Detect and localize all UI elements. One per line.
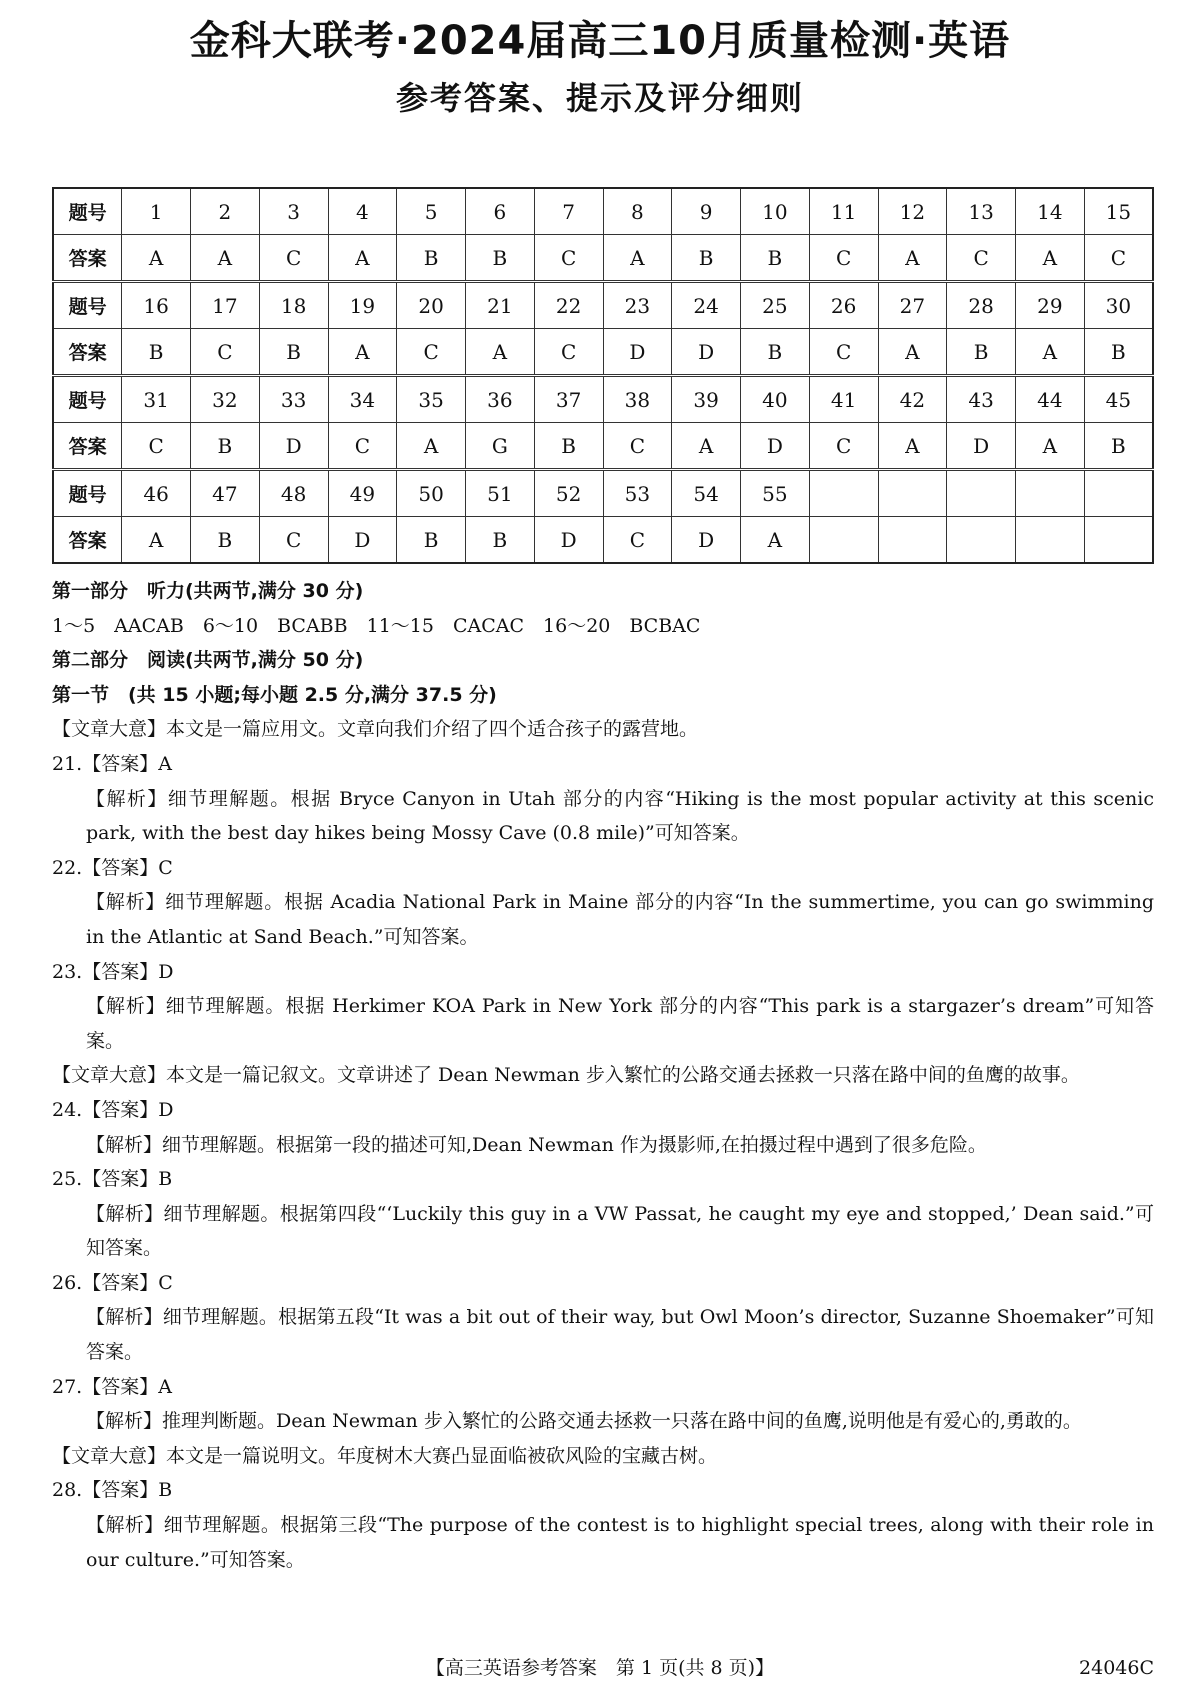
answer-row bbox=[53, 517, 1153, 564]
question-number-cell: 19 bbox=[328, 282, 397, 329]
part1-title: 第一部分 听力(共两节,满分 30 分) bbox=[52, 580, 364, 602]
answer-cell bbox=[809, 517, 878, 564]
answer-cell: A bbox=[397, 423, 466, 470]
q28-explanation: 【解析】细节理解题。根据第三段“The purpose of the contest is to highlight special trees, along with their role in our culture.”可知答案。 bbox=[86, 1514, 1154, 1571]
q22-answer: 22.【答案】C bbox=[52, 856, 173, 879]
answer-cell: A bbox=[1016, 329, 1085, 376]
answer-cell: C bbox=[809, 329, 878, 376]
answer-label: 答案 bbox=[53, 235, 122, 282]
question-number-cell: 49 bbox=[328, 470, 397, 517]
question-number-label: 题号 bbox=[53, 282, 122, 329]
answer-cell: C bbox=[603, 517, 672, 564]
answer-cell: B bbox=[259, 329, 328, 376]
question-number-cell: 32 bbox=[191, 376, 260, 423]
answer-cell: A bbox=[1016, 235, 1085, 282]
question-number-cell: 6 bbox=[466, 188, 535, 235]
answer-cell: D bbox=[534, 517, 603, 564]
q27-explanation: 【解析】推理判断题。Dean Newman 步入繁忙的公路交通去拯救一只落在路中间的鱼鹰,说明他是有爱心的,勇敢的。 bbox=[86, 1410, 1082, 1433]
question-number-cell: 27 bbox=[878, 282, 947, 329]
question-number-row bbox=[53, 188, 1153, 235]
question-number-cell: 50 bbox=[397, 470, 466, 517]
answer-cell: B bbox=[1084, 423, 1153, 470]
question-number-cell bbox=[1084, 470, 1153, 517]
answer-cell: B bbox=[466, 235, 535, 282]
question-number-cell: 54 bbox=[672, 470, 741, 517]
answer-cell: A bbox=[741, 517, 810, 564]
page-subtitle: 参考答案、提示及评分细则 bbox=[395, 79, 804, 117]
answer-cell: C bbox=[397, 329, 466, 376]
answer-table bbox=[52, 187, 1154, 564]
question-number-cell: 14 bbox=[1016, 188, 1085, 235]
question-number-cell: 51 bbox=[466, 470, 535, 517]
question-number-row bbox=[53, 470, 1153, 517]
q28-answer: 28.【答案】B bbox=[52, 1479, 173, 1502]
q21-explanation: 【解析】细节理解题。根据 Bryce Canyon in Utah 部分的内容“Hiking is the most popular activity at this scenic park, with the best day hikes being Mossy Cave (0.8 mile)”可知答案。 bbox=[86, 787, 1154, 845]
question-number-cell: 47 bbox=[191, 470, 260, 517]
answer-cell: C bbox=[534, 235, 603, 282]
question-number-cell: 21 bbox=[466, 282, 535, 329]
answer-cell: B bbox=[741, 235, 810, 282]
question-number-cell: 40 bbox=[741, 376, 810, 423]
answer-cell: B bbox=[947, 329, 1016, 376]
question-number-cell: 28 bbox=[947, 282, 1016, 329]
part2-title: 第二部分 阅读(共两节,满分 50 分) bbox=[52, 649, 364, 672]
answer-cell: C bbox=[809, 423, 878, 470]
answer-cell: A bbox=[191, 235, 260, 282]
answer-cell: D bbox=[603, 329, 672, 376]
answer-cell: B bbox=[191, 423, 260, 470]
question-number-cell: 15 bbox=[1084, 188, 1153, 235]
question-number-cell: 41 bbox=[809, 376, 878, 423]
answer-cell: C bbox=[259, 517, 328, 564]
question-number-label: 题号 bbox=[53, 376, 122, 423]
question-number-cell: 2 bbox=[191, 188, 260, 235]
answer-cell: B bbox=[741, 329, 810, 376]
question-number-cell: 5 bbox=[397, 188, 466, 235]
answer-row bbox=[53, 423, 1153, 470]
answer-cell: C bbox=[603, 423, 672, 470]
question-number-cell: 52 bbox=[534, 470, 603, 517]
passage-summary-b: 【文章大意】本文是一篇记叙文。文章讲述了 Dean Newman 步入繁忙的公路交通去拯救一只落在路中间的鱼鹰的故事。 bbox=[52, 1064, 1080, 1087]
question-number-cell: 10 bbox=[741, 188, 810, 235]
question-number-cell bbox=[878, 470, 947, 517]
question-number-cell: 11 bbox=[809, 188, 878, 235]
q21-answer: 21.【答案】A bbox=[52, 752, 172, 775]
q23-answer: 23.【答案】D bbox=[52, 960, 174, 983]
section1-title: 第一节 (共 15 小题;每小题 2.5 分,满分 37.5 分) bbox=[52, 683, 497, 706]
answer-cell: C bbox=[947, 235, 1016, 282]
answer-cell: B bbox=[397, 235, 466, 282]
question-number-cell: 12 bbox=[878, 188, 947, 235]
answer-cell: B bbox=[122, 329, 191, 376]
question-number-cell: 18 bbox=[259, 282, 328, 329]
question-number-cell: 42 bbox=[878, 376, 947, 423]
question-number-cell: 17 bbox=[191, 282, 260, 329]
answer-cell: C bbox=[328, 423, 397, 470]
answer-cell: A bbox=[328, 235, 397, 282]
answer-cell bbox=[947, 517, 1016, 564]
exam-code: 24046C bbox=[1079, 1657, 1154, 1679]
answer-cell: G bbox=[466, 423, 535, 470]
question-number-cell: 55 bbox=[741, 470, 810, 517]
question-number-cell: 22 bbox=[534, 282, 603, 329]
answer-label: 答案 bbox=[53, 423, 122, 470]
question-number-cell: 33 bbox=[259, 376, 328, 423]
question-number-cell: 8 bbox=[603, 188, 672, 235]
answer-cell: B bbox=[534, 423, 603, 470]
question-number-cell bbox=[947, 470, 1016, 517]
question-number-cell: 23 bbox=[603, 282, 672, 329]
answer-cell: B bbox=[466, 517, 535, 564]
page-title: 金科大联考·2024届高三10月质量检测·英语 bbox=[189, 18, 1011, 64]
question-number-cell: 38 bbox=[603, 376, 672, 423]
question-number-cell: 4 bbox=[328, 188, 397, 235]
question-number-cell bbox=[1016, 470, 1085, 517]
answer-cell: D bbox=[672, 329, 741, 376]
q24-answer: 24.【答案】D bbox=[52, 1098, 174, 1121]
question-number-cell: 34 bbox=[328, 376, 397, 423]
q27-answer: 27.【答案】A bbox=[52, 1375, 172, 1398]
answer-cell: B bbox=[1084, 329, 1153, 376]
answer-cell: B bbox=[672, 235, 741, 282]
question-number-label: 题号 bbox=[53, 188, 122, 235]
answer-label: 答案 bbox=[53, 517, 122, 564]
question-number-cell: 13 bbox=[947, 188, 1016, 235]
question-number-cell: 36 bbox=[466, 376, 535, 423]
answer-cell: C bbox=[122, 423, 191, 470]
answer-cell: C bbox=[534, 329, 603, 376]
answer-cell: B bbox=[191, 517, 260, 564]
question-number-row bbox=[53, 282, 1153, 329]
answer-cell bbox=[878, 517, 947, 564]
question-number-cell bbox=[809, 470, 878, 517]
answer-cell: C bbox=[191, 329, 260, 376]
answer-cell: A bbox=[466, 329, 535, 376]
q25-answer: 25.【答案】B bbox=[52, 1168, 173, 1191]
answer-cell: A bbox=[1016, 423, 1085, 470]
answer-cell: A bbox=[878, 423, 947, 470]
answer-explanations bbox=[52, 574, 1154, 1577]
question-number-cell: 44 bbox=[1016, 376, 1085, 423]
question-number-cell: 35 bbox=[397, 376, 466, 423]
question-number-cell: 9 bbox=[672, 188, 741, 235]
question-number-cell: 3 bbox=[259, 188, 328, 235]
answer-row bbox=[53, 329, 1153, 376]
question-number-cell: 20 bbox=[397, 282, 466, 329]
question-number-cell: 1 bbox=[122, 188, 191, 235]
page-footer: 【高三英语参考答案 第 1 页(共 8 页)】 bbox=[425, 1657, 775, 1679]
part1-answers: 1～5 AACAB 6～10 BCABB 11～15 CACAC 16～20 BCBAC bbox=[52, 614, 701, 637]
answer-cell: D bbox=[741, 423, 810, 470]
answer-cell: C bbox=[809, 235, 878, 282]
answer-cell: D bbox=[328, 517, 397, 564]
answer-cell: A bbox=[122, 235, 191, 282]
question-number-cell: 30 bbox=[1084, 282, 1153, 329]
q26-answer: 26.【答案】C bbox=[52, 1271, 173, 1294]
question-number-cell: 24 bbox=[672, 282, 741, 329]
answer-cell: D bbox=[947, 423, 1016, 470]
passage-summary-c: 【文章大意】本文是一篇说明文。年度树木大赛凸显面临被砍风险的宝藏古树。 bbox=[52, 1444, 718, 1467]
answer-cell: A bbox=[603, 235, 672, 282]
answer-cell: D bbox=[672, 517, 741, 564]
question-number-cell: 39 bbox=[672, 376, 741, 423]
question-number-cell: 53 bbox=[603, 470, 672, 517]
question-number-row bbox=[53, 376, 1153, 423]
answer-cell: A bbox=[878, 235, 947, 282]
answer-cell: A bbox=[878, 329, 947, 376]
answer-label: 答案 bbox=[53, 329, 122, 376]
question-number-cell: 45 bbox=[1084, 376, 1153, 423]
answer-cell: A bbox=[328, 329, 397, 376]
passage-summary-a: 【文章大意】本文是一篇应用文。文章向我们介绍了四个适合孩子的露营地。 bbox=[52, 718, 699, 741]
answer-cell: A bbox=[122, 517, 191, 564]
question-number-label: 题号 bbox=[53, 470, 122, 517]
answer-row bbox=[53, 235, 1153, 282]
q24-explanation: 【解析】细节理解题。根据第一段的描述可知,Dean Newman 作为摄影师,在拍摄过程中遇到了很多危险。 bbox=[86, 1133, 987, 1156]
answer-cell: B bbox=[397, 517, 466, 564]
answer-cell: C bbox=[259, 235, 328, 282]
question-number-cell: 29 bbox=[1016, 282, 1085, 329]
question-number-cell: 16 bbox=[122, 282, 191, 329]
question-number-cell: 7 bbox=[534, 188, 603, 235]
question-number-cell: 31 bbox=[122, 376, 191, 423]
q22-explanation: 【解析】细节理解题。根据 Acadia National Park in Maine 部分的内容“In the summertime, you can go swimming in the Atlantic at Sand Beach.”可知答案。 bbox=[86, 891, 1154, 948]
q26-explanation: 【解析】细节理解题。根据第五段“It was a bit out of their way, but Owl Moon’s director, Suzanne Shoemaker”可知答案。 bbox=[86, 1306, 1154, 1364]
question-number-cell: 43 bbox=[947, 376, 1016, 423]
q23-explanation: 【解析】细节理解题。根据 Herkimer KOA Park in New York 部分的内容“This park is a stargazer’s dream”可知答案。 bbox=[86, 995, 1154, 1052]
answer-cell: C bbox=[1084, 235, 1153, 282]
answer-cell bbox=[1084, 517, 1153, 564]
answer-cell: D bbox=[259, 423, 328, 470]
answer-cell: A bbox=[672, 423, 741, 470]
answer-cell bbox=[1016, 517, 1085, 564]
question-number-cell: 48 bbox=[259, 470, 328, 517]
question-number-cell: 37 bbox=[534, 376, 603, 423]
q25-explanation: 【解析】细节理解题。根据第四段“‘Luckily this guy in a VW Passat, he caught my eye and stopped,’ Dean said.”可知答案。 bbox=[86, 1202, 1154, 1260]
question-number-cell: 26 bbox=[809, 282, 878, 329]
question-number-cell: 46 bbox=[122, 470, 191, 517]
question-number-cell: 25 bbox=[741, 282, 810, 329]
